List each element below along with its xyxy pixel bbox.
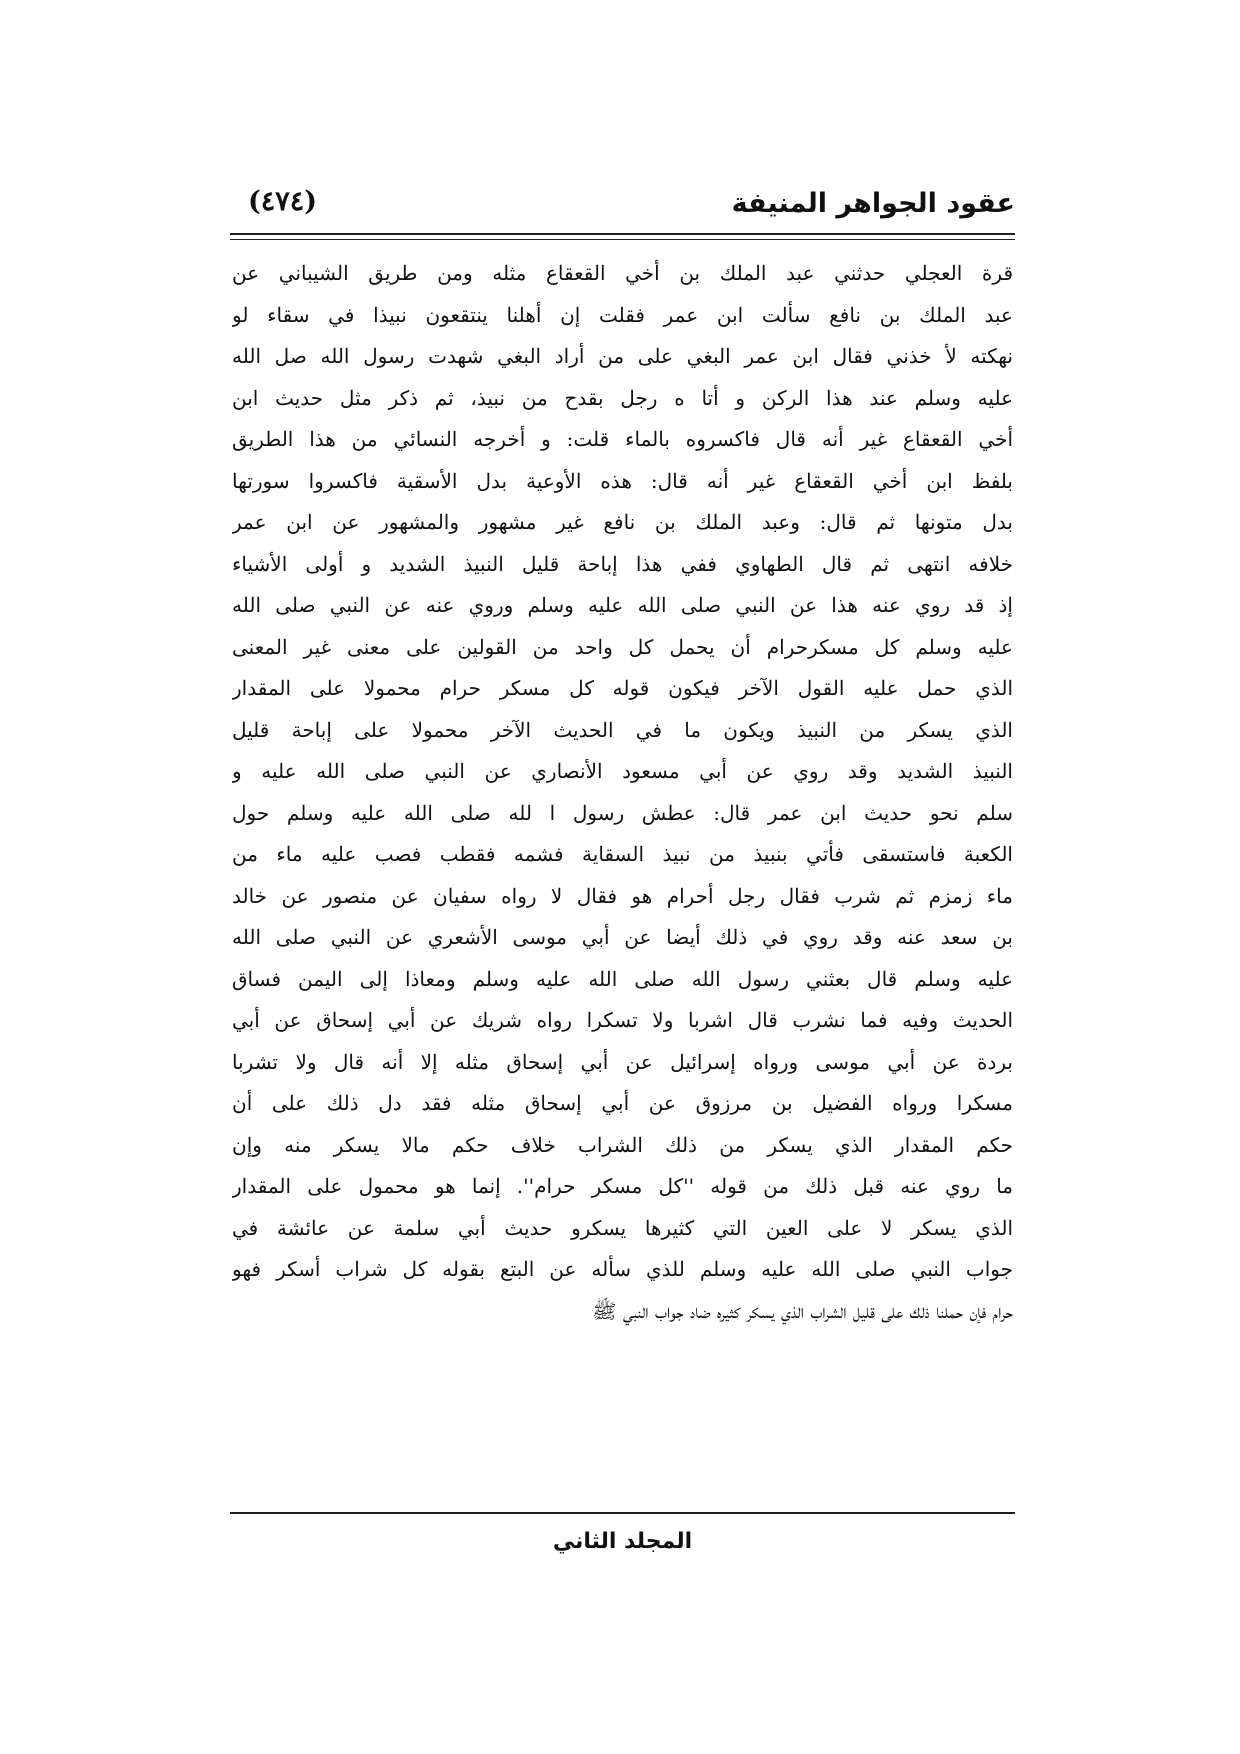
footer-rule <box>230 1512 1015 1514</box>
text-line: بن سعد عنه وقد روي في ذلك أيضا عن أبي موسى الأشعري عن النبي صلى الله <box>232 925 1013 949</box>
book-title: عقود الجواهر المنيفة <box>731 188 1015 219</box>
text-line: ماء زمزم ثم شرب فقال رجل أحرام هو فقال لا رواه سفيان عن منصور عن خالد <box>232 883 1013 908</box>
text-line: إذ قد روي عنه هذا عن النبي صلى الله عليه وسلم وروي عنه عن النبي صلى الله <box>232 593 1013 617</box>
text-line: بردة عن أبي موسى ورواه إسرائيل عن أبي إسحاق مثله إلا أنه قال ولا تشربا <box>232 1049 1013 1074</box>
text-line: جواب النبي صلى الله عليه وسلم للذي سأله عن البتع بقوله كل شراب أسكر فهو <box>232 1257 1013 1281</box>
text-line: الحديث وفيه فما نشرب قال اشربا ولا تسكرا رواه شريك عن أبي إسحاق عن أبي <box>232 1008 1013 1032</box>
text-line: عليه وسلم كل مسكرحرام أن يحمل كل واحد من القولين على معنى غير المعنى <box>232 634 1013 659</box>
text-line: عبد الملك بن نافع سألت ابن عمر فقلت إن أهلنا ينتقعون نبيذا في سقاء لو <box>232 302 1013 327</box>
text-line: ما روي عنه قبل ذلك من قوله ''كل مسكر حرام''. إنما هو محمول على المقدار <box>232 1174 1013 1198</box>
text-line: أخي القعقاع غير أنه قال فاكسروه بالماء قلت: و أخرجه النسائي من هذا الطريق <box>232 427 1013 451</box>
text-line: عليه وسلم قال بعثني رسول الله صلى الله عليه وسلم ومعاذا إلى اليمن فساق <box>232 966 1013 991</box>
text-line: حكم المقدار الذي يسكر من ذلك الشراب خلاف حكم مالا يسكر منه وإن <box>232 1132 1013 1157</box>
text-line: الكعبة فاستسقى فأتي بنبيذ من نبيذ السقاية فشمه فقطب فصب عليه ماء من <box>232 842 1013 866</box>
body-text <box>232 253 1013 1503</box>
page-number: (٤٧٤) <box>248 186 318 217</box>
page-header <box>230 178 1015 234</box>
header-rule-thin <box>230 239 1015 240</box>
text-line: نهكته لأ خذني فقال ابن عمر البغي على من أراد البغي شهدت رسول الله صل الله <box>232 344 1013 368</box>
header-rule-thick <box>230 233 1015 235</box>
text-line: سلم نحو حديث ابن عمر قال: عطش رسول ا لله صلى الله عليه وسلم حول <box>232 800 1013 825</box>
text-line: حرام فإن حملنا ذلك على قليل الشراب الذي يسكر كثيره ضاد جواب النبي ﷺ <box>592 1298 1013 1323</box>
text-line: قرة العجلي حدثني عبد الملك بن أخي القعقاع مثله ومن طريق الشيباني عن <box>232 261 1013 285</box>
text-line: الذي يسكر من النبيذ ويكون ما في الحديث الآخر محمولا على إباحة قليل <box>232 717 1013 742</box>
text-line: خلافه انتهى ثم قال الطهاوي ففي هذا إباحة قليل النبيذ الشديد و أولى الأشياء <box>232 551 1013 576</box>
text-line: بدل متونها ثم قال: وعبد الملك بن نافع غير مشهور والمشهور عن ابن عمر <box>232 510 1013 534</box>
text-line: عليه وسلم عند هذا الركن و أتا ه رجل بقدح من نبيذ، ثم ذكر مثل حديث ابن <box>232 385 1013 410</box>
text-line: الذي يسكر لا على العين التي كثيرها يسكرو حديث أبي سلمة عن عائشة في <box>232 1215 1013 1240</box>
text-line: مسكرا ورواه الفضيل بن مرزوق عن أبي إسحاق مثله فقد دل ذلك على أن <box>232 1091 1013 1115</box>
text-line: الذي حمل عليه القول الآخر فيكون قوله كل مسكر حرام محمولا على المقدار <box>232 676 1013 700</box>
volume-label: المجلد الثاني <box>552 1529 693 1554</box>
text-line: النبيذ الشديد وقد روي عن أبي مسعود الأنصاري عن النبي صلى الله عليه و <box>232 759 1013 783</box>
text-line: بلفظ ابن أخي القعقاع غير أنه قال: هذه الأوعية بدل الأسقية فاكسروا سورتها <box>232 468 1013 493</box>
